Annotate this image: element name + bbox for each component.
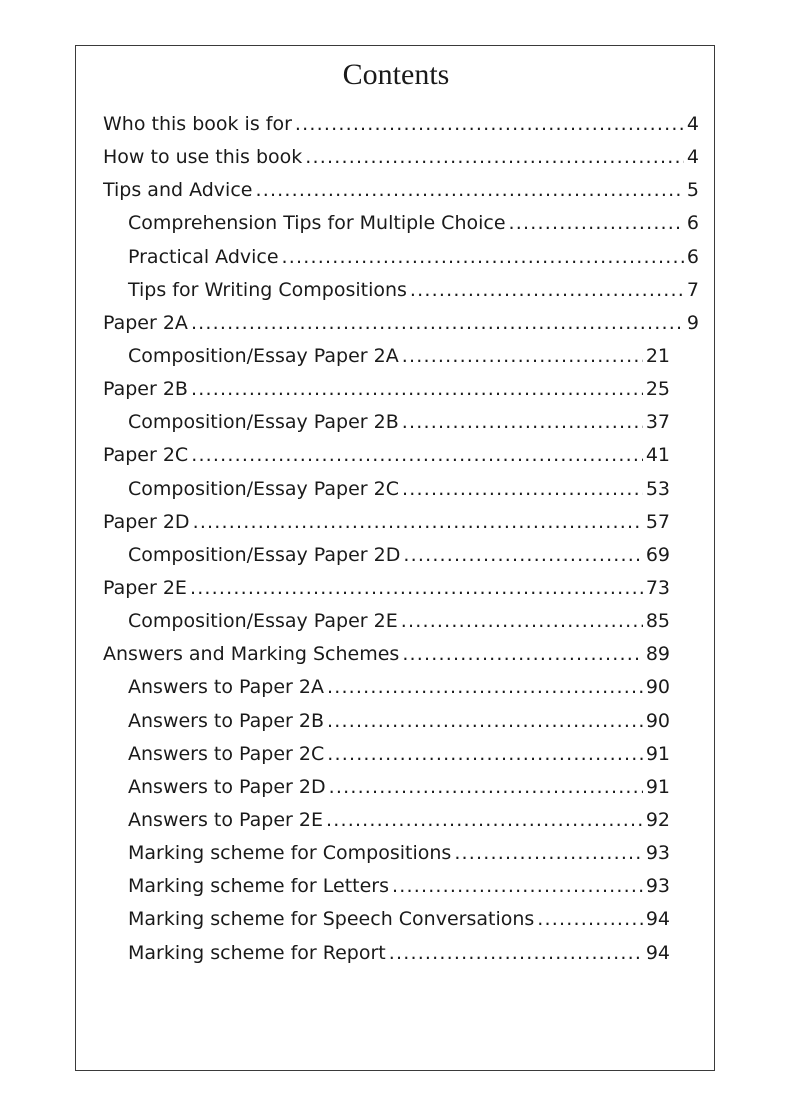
toc-entry-page-number: 5 bbox=[686, 179, 699, 202]
toc-entry[interactable] bbox=[103, 113, 699, 146]
toc-dot-leader bbox=[255, 179, 683, 201]
toc-dot-leader bbox=[454, 842, 643, 864]
toc-entry-page-number: 6 bbox=[686, 212, 699, 235]
toc-dot-leader bbox=[295, 113, 684, 135]
toc-entry-label: Composition/Essay Paper 2B bbox=[128, 411, 399, 434]
toc-entry-page-number: 4 bbox=[686, 146, 699, 169]
toc-entry[interactable] bbox=[103, 212, 699, 245]
toc-entry[interactable] bbox=[103, 312, 699, 345]
toc-entry-page-number: 9 bbox=[686, 311, 699, 334]
toc-entry[interactable] bbox=[103, 179, 699, 212]
toc-dot-leader bbox=[305, 146, 684, 168]
toc-entry-page-number: 53 bbox=[645, 477, 670, 500]
toc-dot-leader bbox=[403, 544, 642, 566]
toc-dot-leader bbox=[327, 710, 643, 732]
toc-entry-page-number: 21 bbox=[645, 344, 670, 367]
toc-entry[interactable] bbox=[103, 776, 699, 809]
toc-entry-page-number: 69 bbox=[645, 543, 670, 566]
toc-dot-leader bbox=[327, 743, 643, 765]
toc-dot-leader bbox=[402, 345, 643, 367]
toc-entry-label: Composition/Essay Paper 2D bbox=[128, 543, 401, 566]
toc-entry-page-number: 7 bbox=[686, 278, 699, 301]
toc-entry-label: How to use this book bbox=[103, 146, 303, 169]
toc-entry[interactable] bbox=[103, 411, 699, 444]
toc-entry[interactable] bbox=[103, 643, 699, 676]
toc-entry-label: Composition/Essay Paper 2E bbox=[128, 610, 398, 633]
toc-dot-leader bbox=[537, 908, 643, 930]
toc-entry-label: Tips and Advice bbox=[103, 179, 253, 202]
toc-entry-label: Composition/Essay Paper 2A bbox=[128, 344, 399, 367]
toc-dot-leader bbox=[402, 643, 643, 665]
toc-entry-label: Composition/Essay Paper 2C bbox=[128, 477, 399, 500]
toc-dot-leader bbox=[389, 942, 643, 964]
toc-entry-page-number: 73 bbox=[645, 576, 670, 599]
toc-entry[interactable] bbox=[103, 908, 699, 941]
toc-dot-leader bbox=[191, 444, 643, 466]
toc-dot-leader bbox=[410, 279, 684, 301]
toc-entry-label: Marking scheme for Report bbox=[128, 941, 386, 964]
toc-entry-page-number: 89 bbox=[645, 643, 670, 666]
toc-entry-page-number: 25 bbox=[645, 378, 670, 401]
toc-dot-leader bbox=[392, 875, 643, 897]
toc-entry-page-number: 94 bbox=[645, 908, 670, 931]
toc-entry[interactable] bbox=[103, 942, 699, 975]
toc-entry[interactable] bbox=[103, 577, 699, 610]
toc-entry-page-number: 90 bbox=[645, 676, 670, 699]
toc-entry-page-number: 37 bbox=[645, 411, 670, 434]
toc-entry-label: Paper 2E bbox=[103, 576, 187, 599]
toc-entry-label: Answers to Paper 2B bbox=[128, 709, 325, 732]
toc-dot-leader bbox=[327, 676, 643, 698]
toc-entry-page-number: 92 bbox=[645, 808, 670, 831]
toc-entry-label: Answers to Paper 2E bbox=[128, 808, 323, 831]
toc-entry-page-number: 90 bbox=[645, 709, 670, 732]
toc-entry-page-number: 57 bbox=[645, 510, 670, 533]
toc-entry-label: Answers to Paper 2A bbox=[128, 676, 324, 699]
toc-entry-label: Practical Advice bbox=[128, 245, 279, 268]
toc-entry-page-number: 41 bbox=[645, 444, 670, 467]
toc-entry[interactable] bbox=[103, 478, 699, 511]
toc-entry-label: Marking scheme for Speech Conversations bbox=[128, 908, 535, 931]
toc-dot-leader bbox=[509, 212, 684, 234]
toc-entry[interactable] bbox=[103, 875, 699, 908]
toc-entry[interactable] bbox=[103, 676, 699, 709]
toc-dot-leader bbox=[326, 809, 643, 831]
toc-entry-label: Who this book is for bbox=[103, 113, 292, 135]
toc-entry[interactable] bbox=[103, 610, 699, 643]
toc-dot-leader bbox=[402, 411, 643, 433]
toc-entry[interactable] bbox=[103, 544, 699, 577]
toc-entry-page-number: 91 bbox=[645, 742, 670, 765]
toc-entry-label: Comprehension Tips for Multiple Choice bbox=[128, 212, 506, 235]
toc-entry-page-number: 85 bbox=[645, 610, 670, 633]
toc-dot-leader bbox=[282, 246, 684, 268]
toc-entry-page-number: 6 bbox=[686, 245, 699, 268]
toc-entry[interactable] bbox=[103, 743, 699, 776]
toc-entry-page-number: 91 bbox=[645, 775, 670, 798]
toc-entry-label: Paper 2C bbox=[103, 444, 189, 467]
toc-entry-page-number: 94 bbox=[645, 941, 670, 964]
toc-entry-label: Tips for Writing Compositions bbox=[128, 278, 407, 301]
toc-entry-page-number: 93 bbox=[645, 875, 670, 898]
toc-entry-label: Answers to Paper 2D bbox=[128, 775, 326, 798]
toc-entry[interactable] bbox=[103, 378, 699, 411]
toc-dot-leader bbox=[402, 478, 643, 500]
toc-entry[interactable] bbox=[103, 279, 699, 312]
toc-entry[interactable] bbox=[103, 146, 699, 179]
toc-dot-leader bbox=[190, 577, 643, 599]
toc-entry[interactable] bbox=[103, 345, 699, 378]
toc-entry-label: Marking scheme for Letters bbox=[128, 875, 389, 898]
toc-entry-label: Paper 2A bbox=[103, 311, 188, 334]
toc-entry[interactable] bbox=[103, 809, 699, 842]
toc-dot-leader bbox=[193, 511, 643, 533]
toc-entry-label: Paper 2B bbox=[103, 378, 188, 401]
toc-dot-leader bbox=[191, 312, 684, 334]
toc-entry-label: Answers to Paper 2C bbox=[128, 742, 325, 765]
toc-entry-page-number: 93 bbox=[645, 842, 670, 865]
toc-entry[interactable] bbox=[103, 511, 699, 544]
toc-entry-label: Answers and Marking Schemes bbox=[103, 643, 400, 666]
table-of-contents bbox=[103, 113, 699, 975]
toc-entry[interactable] bbox=[103, 842, 699, 875]
toc-entry-label: Marking scheme for Compositions bbox=[128, 842, 452, 865]
toc-entry[interactable] bbox=[103, 710, 699, 743]
toc-dot-leader bbox=[401, 610, 643, 632]
page-title: Contents bbox=[342, 58, 450, 91]
toc-dot-leader bbox=[329, 776, 643, 798]
toc-entry-label: Paper 2D bbox=[103, 510, 190, 533]
toc-entry[interactable] bbox=[103, 246, 699, 279]
toc-entry-page-number: 4 bbox=[686, 113, 699, 135]
toc-dot-leader bbox=[191, 378, 643, 400]
toc-entry[interactable] bbox=[103, 444, 699, 477]
